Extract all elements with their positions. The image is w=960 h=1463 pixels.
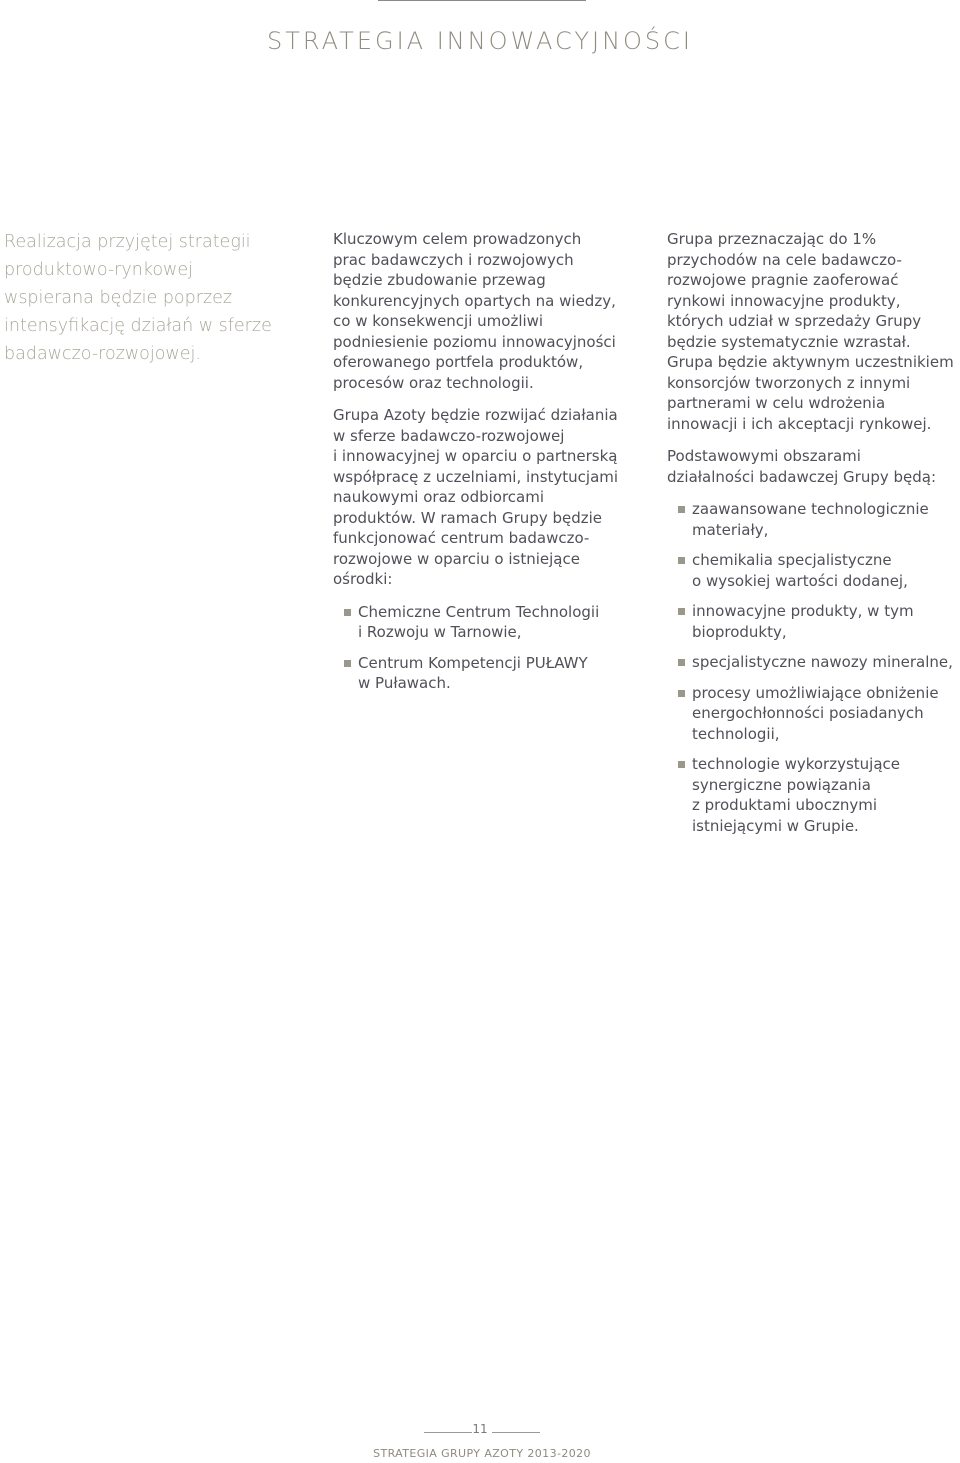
lead-text: Realizacja przyjętej strategii produktowo-rynkowej wspierana będzie poprzez intensyfikację działań w sferze badawczo-rozwojowej. xyxy=(4,232,272,364)
list-item-text: technologie wykorzystujące synergiczne powiązania z produktami ubocznymi istniejącymi w Grupie. xyxy=(692,755,901,835)
page-number: 11 xyxy=(472,1422,488,1436)
paragraph: Kluczowym celem prowadzonych prac badawczych i rozwojowych będzie zbudowanie przewag konkurencyjnych opartych na wiedzy, co w konsekwencji umożliwi podniesienie poziomu innowacyjności oferowanego portfela produktów, procesów oraz technologii. xyxy=(333,230,616,392)
list-item-text: specjalistyczne nawozy mineralne, xyxy=(692,653,953,671)
square-bullet-icon xyxy=(344,609,351,616)
list-item xyxy=(667,550,959,591)
square-bullet-icon xyxy=(678,659,685,666)
list-item xyxy=(667,652,959,673)
paragraph: Podstawowymi obszarami działalności badawczej Grupy będą: xyxy=(667,447,937,486)
square-bullet-icon xyxy=(678,761,685,768)
bullet-list xyxy=(333,602,633,694)
list-item-text: chemikalia specjalistyczne o wysokiej wartości dodanej, xyxy=(692,551,908,590)
square-bullet-icon xyxy=(678,608,685,615)
column-right xyxy=(667,229,959,846)
list-item xyxy=(667,754,959,836)
square-bullet-icon xyxy=(678,557,685,564)
list-item xyxy=(667,499,959,540)
square-bullet-icon xyxy=(678,506,685,513)
list-item-text: Centrum Kompetencji PUŁAWY w Puławach. xyxy=(358,653,588,692)
list-item xyxy=(667,683,959,745)
footer-rule-right xyxy=(492,1432,540,1433)
footer-text: STRATEGIA GRUPY AZOTY 2013-2020 xyxy=(373,1447,591,1460)
page-title: STRATEGIA INNOWACYJNOŚCI xyxy=(267,27,693,55)
top-rule xyxy=(378,0,586,1)
list-item xyxy=(333,653,633,694)
column-middle xyxy=(333,229,633,704)
list-item-text: zaawansowane technologicznie materiały, xyxy=(692,500,929,539)
square-bullet-icon xyxy=(678,690,685,697)
paragraph: Grupa przeznaczając do 1% przychodów na cele badawczo- rozwojowe pragnie zaoferować rynkowi innowacyjne produkty, których udział w sprzedaży Grupy będzie systematycznie wzrastał. Grupa będzie aktywnym uczestnikiem konsorcjów tworzonych z innymi partnerami w celu wdrożenia innowacji i ich akceptacji rynkowej. xyxy=(667,230,954,433)
bullet-list xyxy=(667,499,959,836)
list-item-text: procesy umożliwiające obniżenie energochłonności posiadanych technologii, xyxy=(692,683,939,743)
square-bullet-icon xyxy=(344,660,351,667)
list-item-text: Chemiczne Centrum Technologii i Rozwoju w Tarnowie, xyxy=(358,602,600,641)
list-item xyxy=(667,601,959,642)
paragraph: Grupa Azoty będzie rozwijać działania w sferze badawczo-rozwojowej i innowacyjnej w oparciu o partnerską współpracę z uczelniami, instytucjami naukowymi oraz odbiorcami produktów. W ramach Grupy będzie funkcjonować centrum badawczo- rozwojowe w oparciu o istniejące ośrodki: xyxy=(333,406,619,588)
list-item xyxy=(333,602,633,643)
list-item-text: innowacyjne produkty, w tym bioprodukty, xyxy=(692,602,914,641)
